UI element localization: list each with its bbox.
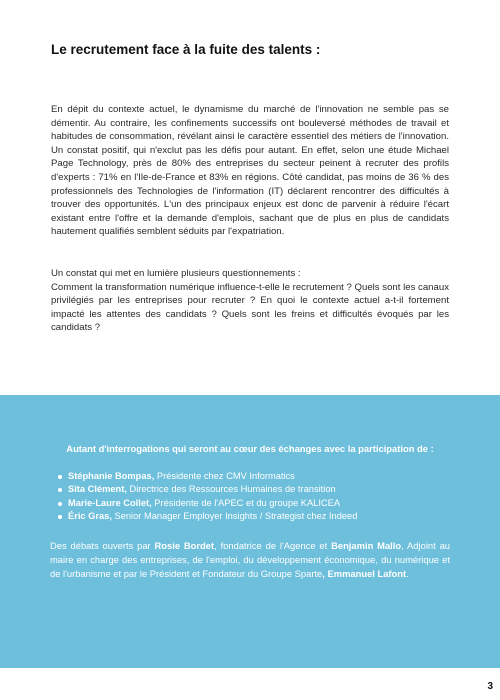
debates-text: , Adjoint au maire en charge des entreprises, de l'emploi, du développement économique, du numérique et de l'urbanisme et par le Président et Fondateur du Groupe Sparte: [50, 540, 450, 580]
participant-name: Marie-Laure Collet,: [68, 497, 152, 508]
speaker-name: , Emmanuel Lafont: [322, 568, 407, 580]
intro-paragraph: En dépit du contexte actuel, le dynamisme du marché de l'innovation ne semble pas se démentir. Au contraire, les confinements successifs ont bouleversé méthodes de travail et habitudes de consommation, révélant ainsi le caractère essentiel des métiers de l'innovation. Un constat positif, qui n'exclut pas les défis pour autant. En effet, selon une étude Michael Page Technology, près de 80% des entreprises du secteur peinent à recruter des profils d'experts : 71% en l'Ile-de-France et 83% en régions. Côté candidat, pas moins de 36 % des professionnels des Technologies de l'information (IT) déclarent rencontrer des difficultés à trouver des opportunités. L'un des principaux enjeux est donc de parvenir à réduire l'écart existant entre l'offre et la demande d'emplois, sachant que de plus en plus de candidats hautement qualifiés semblent séduits par l'expatriation.: [51, 104, 449, 238]
questions-text: Comment la transformation numérique influence-t-elle le recrutement ? Quels sont les canaux privilégiés par les entreprises pour recruter ? En quoi le contexte actuel a-t-il fortement impacté les attentes des candidats ? Quels sont les freins et difficultés évoqués par les candidats ?: [51, 281, 449, 334]
participants-list: [58, 470, 458, 523]
participant-role: Présidente chez CMV Informatics: [154, 471, 295, 481]
list-item: [58, 497, 458, 510]
participant-role: Directrice des Ressources Humaines de transition: [126, 484, 336, 495]
speaker-name: Benjamin Mallo: [331, 540, 402, 551]
debates-paragraph: [50, 539, 450, 582]
debates-text: .: [406, 568, 409, 580]
debates-text: , fondatrice de l'Agence et: [214, 540, 332, 551]
list-item: [58, 510, 458, 523]
questions-intro: Un constat qui met en lumière plusieurs questionnements :: [51, 268, 301, 279]
questions-paragraph: [51, 267, 449, 335]
participant-role: Senior Manager Employer Insights / Strategist chez Indeed: [111, 510, 358, 521]
participant-name: Sita Clément,: [68, 484, 127, 495]
page-title: Le recrutement face à la fuite des talents :: [51, 42, 321, 57]
participant-name: Éric Gras,: [68, 510, 112, 521]
participants-band: [0, 395, 500, 668]
list-item: [58, 483, 458, 496]
participant-name: Stéphanie Bompas,: [68, 471, 155, 481]
page-number: 3: [487, 681, 493, 692]
speaker-name: Rosie Bordet: [154, 540, 215, 551]
debates-text: Des débats ouverts par: [50, 540, 155, 551]
participants-heading: Autant d'interrogations qui seront au cœur des échanges avec la participation de :: [66, 443, 434, 454]
list-item: [58, 470, 458, 483]
participant-role: Présidente de l'APEC et du groupe KALICEA: [151, 497, 341, 508]
